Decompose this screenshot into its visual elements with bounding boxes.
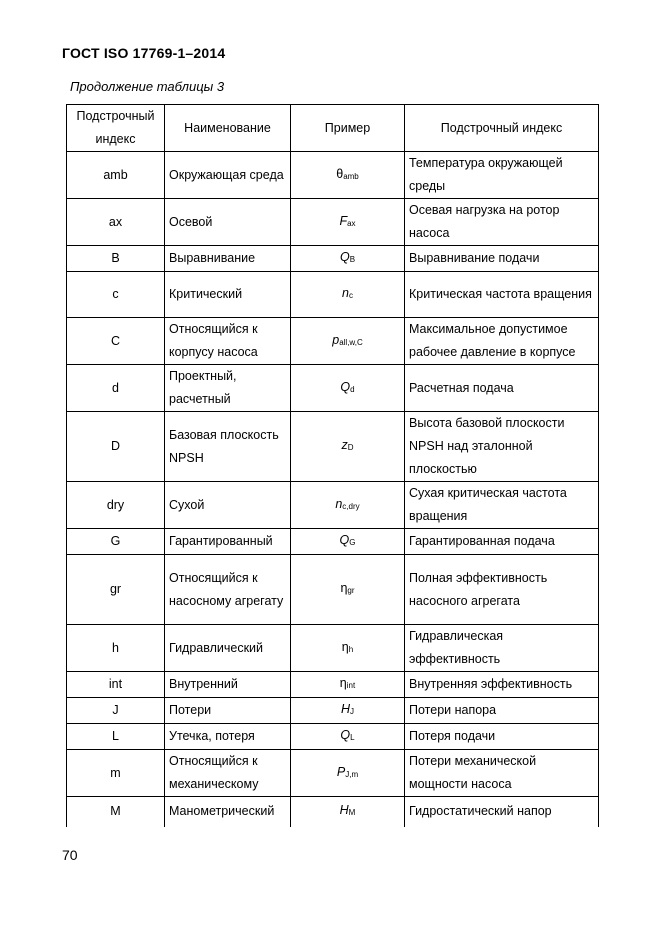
table-row — [67, 246, 599, 272]
subscript-index-cell: D — [67, 412, 165, 482]
example-symbol-cell — [291, 797, 405, 827]
subscript-name-cell: Критический — [165, 272, 291, 318]
subscript-name-cell: Относящийся к корпусу насоса — [165, 318, 291, 365]
example-subscript: c,dry — [342, 501, 360, 511]
example-symbol: p — [332, 332, 340, 347]
example-symbol-cell — [291, 482, 405, 529]
example-subscript: d — [350, 384, 355, 394]
example-symbol-cell — [291, 672, 405, 698]
subscript-index-cell: d — [67, 365, 165, 412]
example-subscript: L — [350, 733, 355, 742]
subscript-name-cell: Осевой — [165, 199, 291, 246]
subscript-description-cell: Осевая нагрузка на ротор насоса — [405, 199, 599, 246]
column-header-name: Наименование — [165, 105, 291, 152]
example-symbol-cell — [291, 750, 405, 797]
example-symbol-cell — [291, 365, 405, 412]
table-row — [67, 482, 599, 529]
example-symbol: η — [340, 581, 348, 595]
document-code-header: ГОСТ ISO 17769-1–2014 — [62, 45, 226, 61]
example-symbol: z — [341, 438, 348, 452]
table-row — [67, 529, 599, 555]
subscript-index-cell: ax — [67, 199, 165, 246]
subscript-description-cell: Критическая частота вращения — [405, 272, 599, 318]
example-subscript: gr — [347, 586, 355, 595]
example-symbol-cell — [291, 318, 405, 365]
table-row — [67, 750, 599, 797]
page-number: 70 — [62, 847, 78, 863]
example-symbol: n — [342, 286, 349, 300]
subscript-description-cell: Сухая критическая частота вращения — [405, 482, 599, 529]
column-header-example: Пример — [291, 105, 405, 152]
example-symbol-cell — [291, 555, 405, 625]
subscript-index-cell: M — [67, 797, 165, 827]
subscript-description-cell: Расчетная подача — [405, 365, 599, 412]
example-subscript: D — [347, 443, 354, 452]
subscript-name-cell: Относящийся к насосному агрегату — [165, 555, 291, 625]
example-subscript: J — [350, 707, 355, 716]
subscript-description-cell: Выравнивание подачи — [405, 246, 599, 272]
subscript-index-cell: h — [67, 625, 165, 672]
subscript-index-cell: C — [67, 318, 165, 365]
example-symbol-cell — [291, 724, 405, 750]
subscript-description-cell: Температура окружающей среды — [405, 152, 599, 199]
table-row — [67, 625, 599, 672]
example-symbol: n — [335, 496, 343, 511]
example-subscript: G — [349, 538, 356, 547]
example-symbol: H — [339, 803, 349, 818]
subscript-description-cell: Потери напора — [405, 698, 599, 724]
table-row — [67, 698, 599, 724]
subscript-description-cell: Внутренняя эффективность — [405, 672, 599, 698]
subscript-index-cell: B — [67, 246, 165, 272]
subscript-name-cell: Окружающая среда — [165, 152, 291, 199]
example-symbol: Q — [339, 533, 350, 547]
example-symbol-cell — [291, 272, 405, 318]
table-row — [67, 152, 599, 199]
subscript-name-cell: Сухой — [165, 482, 291, 529]
subscript-name-cell: Выравнивание — [165, 246, 291, 272]
example-symbol-cell — [291, 199, 405, 246]
example-subscript: J,m — [345, 769, 359, 779]
subscript-index-cell: dry — [67, 482, 165, 529]
column-header-description: Подстрочный индекс — [405, 105, 599, 152]
table-caption: Продолжение таблицы 3 — [70, 79, 225, 94]
example-symbol: η — [341, 639, 349, 654]
example-symbol: Q — [340, 728, 351, 742]
table-row — [67, 724, 599, 750]
table-row — [67, 272, 599, 318]
subscript-name-cell: Базовая плоскость NPSH — [165, 412, 291, 482]
subscript-index-cell: m — [67, 750, 165, 797]
example-symbol: Q — [339, 250, 350, 264]
example-symbol: H — [340, 702, 351, 716]
column-header-index: Подстрочный индекс — [67, 105, 165, 152]
example-subscript: amb — [343, 171, 359, 181]
example-symbol-cell — [291, 246, 405, 272]
subscript-description-cell: Гидравлическая эффективность — [405, 625, 599, 672]
table-row — [67, 797, 599, 827]
example-symbol: Q — [340, 379, 351, 394]
subscript-name-cell: Гидравлический — [165, 625, 291, 672]
subscript-index-cell: G — [67, 529, 165, 555]
subscript-index-cell: J — [67, 698, 165, 724]
table-row — [67, 365, 599, 412]
table-body — [67, 152, 599, 827]
subscript-description-cell: Гарантированная подача — [405, 529, 599, 555]
subscript-name-cell: Гарантированный — [165, 529, 291, 555]
subscript-description-cell: Полная эффективность насосного агрегата — [405, 555, 599, 625]
subscript-description-cell: Гидростатический напор — [405, 797, 599, 827]
example-symbol: θ — [336, 166, 344, 181]
example-symbol-cell — [291, 698, 405, 724]
subscript-index-cell: amb — [67, 152, 165, 199]
subscript-description-cell: Максимальное допустимое рабочее давление в корпусе — [405, 318, 599, 365]
subscript-index-cell: L — [67, 724, 165, 750]
subscript-name-cell: Относящийся к механическому — [165, 750, 291, 797]
example-symbol-cell — [291, 625, 405, 672]
example-symbol-cell — [291, 529, 405, 555]
subscript-name-cell: Потери — [165, 698, 291, 724]
example-symbol-cell — [291, 412, 405, 482]
table-row — [67, 672, 599, 698]
example-subscript: ax — [347, 218, 356, 228]
subscript-description-cell: Потеря подачи — [405, 724, 599, 750]
subscript-index-cell: int — [67, 672, 165, 698]
subscript-name-cell: Утечка, потеря — [165, 724, 291, 750]
subscript-description-cell: Высота базовой плоскости NPSH над эталонной плоскостью — [405, 412, 599, 482]
subscript-name-cell: Внутренний — [165, 672, 291, 698]
table-row — [67, 412, 599, 482]
subscript-name-cell: Манометрический — [165, 797, 291, 827]
example-subscript: B — [349, 255, 356, 264]
table-row — [67, 199, 599, 246]
subscript-index-cell: c — [67, 272, 165, 318]
example-symbol: F — [339, 213, 348, 228]
example-symbol: η — [339, 676, 347, 690]
table-header-row — [67, 105, 599, 152]
subscript-description-cell: Потери механической мощности насоса — [405, 750, 599, 797]
subscript-name-cell: Проектный, расчетный — [165, 365, 291, 412]
subscript-index-table — [66, 104, 599, 827]
table-row — [67, 555, 599, 625]
example-symbol: P — [336, 764, 346, 779]
example-subscript: M — [348, 808, 356, 818]
example-symbol-cell — [291, 152, 405, 199]
subscript-index-cell: gr — [67, 555, 165, 625]
example-subscript: all,w,C — [339, 337, 363, 347]
table-row — [67, 318, 599, 365]
example-subscript: c — [348, 291, 353, 300]
example-subscript: int — [346, 681, 356, 690]
example-subscript: h — [348, 644, 354, 654]
